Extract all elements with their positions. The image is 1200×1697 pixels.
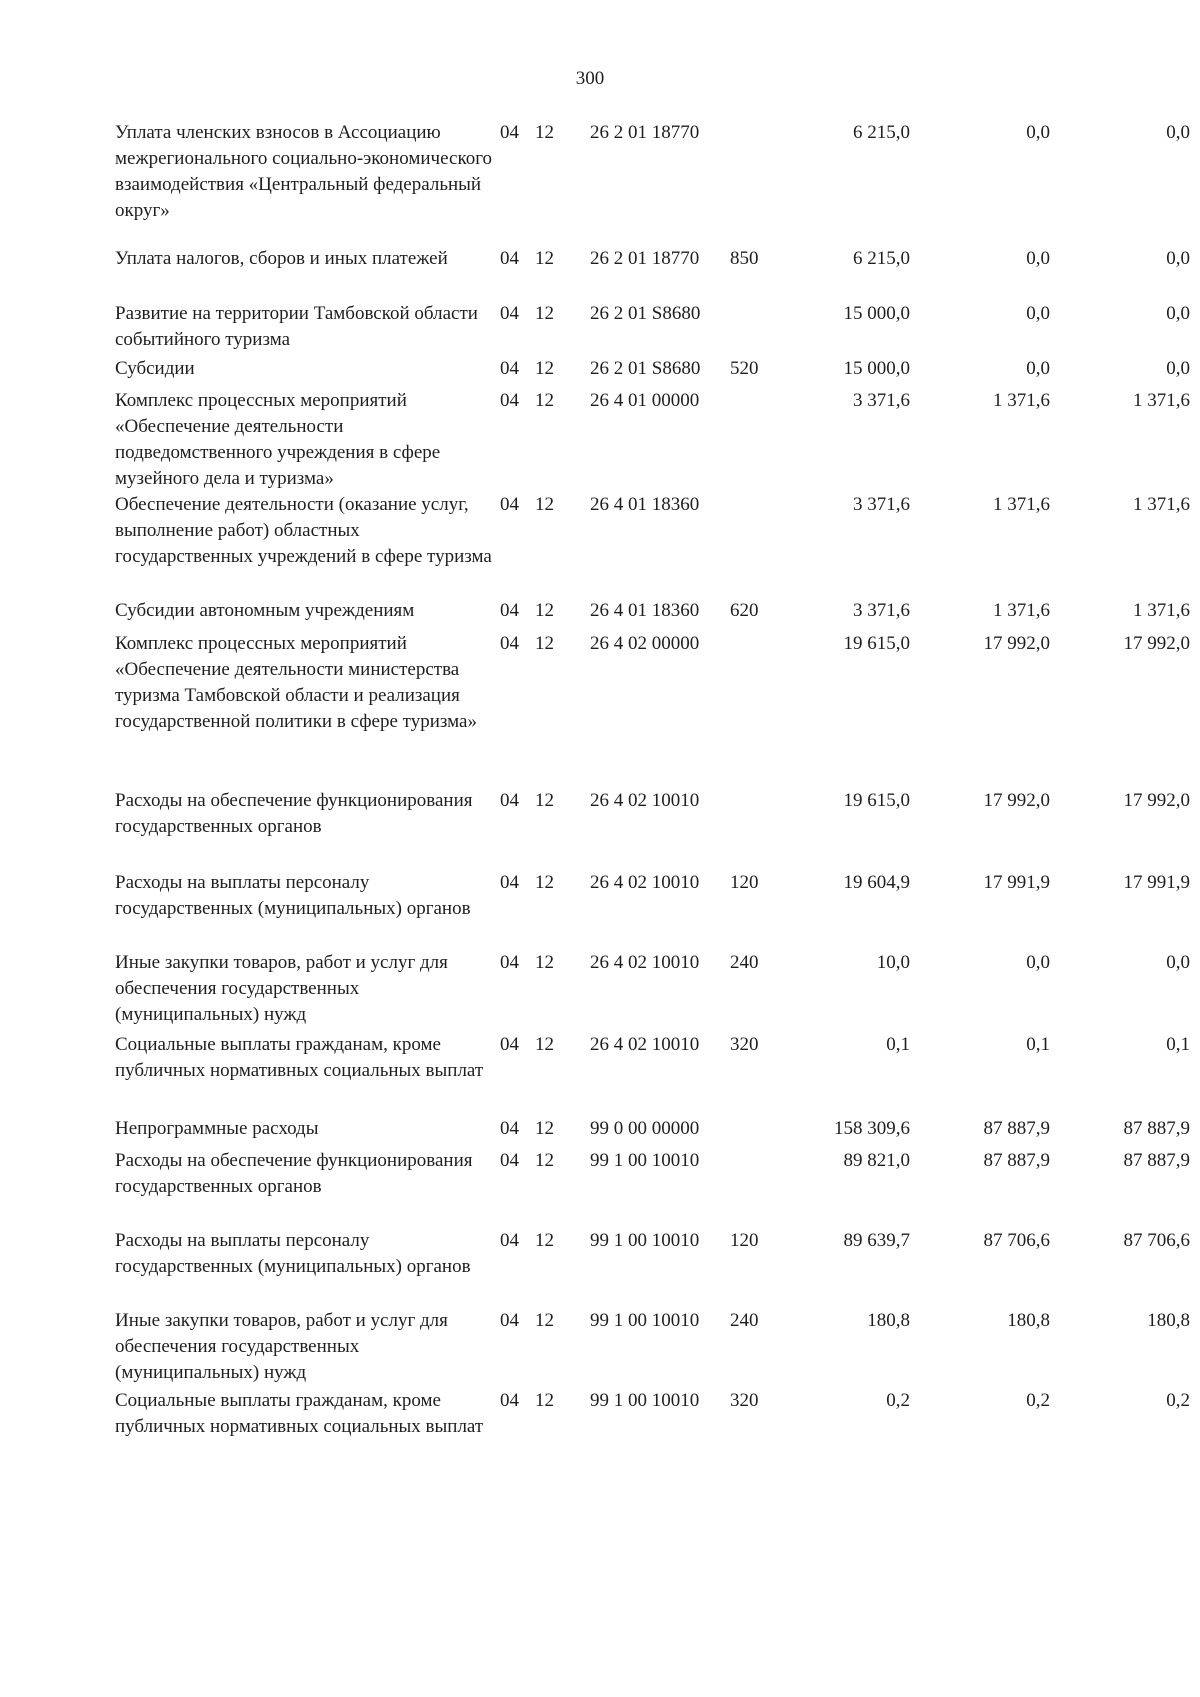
- row-value-2: 87 887,9: [983, 1150, 1050, 1171]
- row-subsection: 12: [535, 872, 554, 893]
- row-value-2: 87 706,6: [983, 1230, 1050, 1251]
- row-target-code: 26 2 01 18770: [590, 122, 700, 143]
- row-section: 04: [500, 600, 519, 621]
- row-value-2: 1 371,6: [993, 494, 1050, 515]
- row-value-3: 0,0: [1166, 248, 1190, 269]
- row-value-3: 1 371,6: [1133, 390, 1190, 411]
- row-name: Расходы на обеспечение функционирования государственных органов: [115, 790, 473, 837]
- row-target-code: 26 2 01 18770: [590, 248, 700, 269]
- row-section: 04: [500, 494, 519, 515]
- table-row: [0, 388, 1200, 492]
- row-target-code: 26 4 02 10010: [590, 1034, 700, 1055]
- row-name: Социальные выплаты гражданам, кроме публичных нормативных социальных выплат: [115, 1390, 484, 1437]
- row-target-code: 26 4 01 00000: [590, 390, 700, 411]
- row-value-2: 17 992,0: [983, 633, 1050, 654]
- table-row: [0, 1116, 1200, 1148]
- row-section: 04: [500, 122, 519, 143]
- row-name: Субсидии: [115, 358, 195, 379]
- row-expense-code: 120: [730, 872, 759, 893]
- row-target-code: 26 4 02 10010: [590, 790, 700, 811]
- row-section: 04: [500, 358, 519, 379]
- row-name: Комплекс процессных мероприятий «Обеспечение деятельности министерства туризма Тамбовской области и реализация государственной политики в сфере туризма»: [115, 633, 477, 732]
- row-value-3: 0,0: [1166, 303, 1190, 324]
- table-row: [0, 631, 1200, 788]
- row-value-2: 180,8: [1007, 1310, 1050, 1331]
- row-subsection: 12: [535, 1390, 554, 1411]
- row-value-1: 6 215,0: [853, 248, 910, 269]
- table-row: [0, 870, 1200, 950]
- row-subsection: 12: [535, 600, 554, 621]
- row-value-3: 17 992,0: [1123, 790, 1190, 811]
- table-row: [0, 356, 1200, 388]
- row-subsection: 12: [535, 1034, 554, 1055]
- row-value-1: 19 615,0: [843, 633, 910, 654]
- row-value-2: 0,0: [1026, 952, 1050, 973]
- row-target-code: 99 0 00 00000: [590, 1118, 700, 1139]
- table-row: [0, 598, 1200, 631]
- row-name: Непрограммные расходы: [115, 1118, 319, 1139]
- table-row: [0, 1308, 1200, 1388]
- row-value-2: 17 991,9: [983, 872, 1050, 893]
- row-name: Расходы на обеспечение функционирования государственных органов: [115, 1150, 473, 1197]
- row-section: 04: [500, 1230, 519, 1251]
- row-value-3: 87 887,9: [1123, 1150, 1190, 1171]
- row-subsection: 12: [535, 1230, 554, 1251]
- row-name: Субсидии автономным учреждениям: [115, 600, 415, 621]
- row-value-2: 0,2: [1026, 1390, 1050, 1411]
- row-value-1: 6 215,0: [853, 122, 910, 143]
- row-section: 04: [500, 390, 519, 411]
- row-value-1: 15 000,0: [843, 303, 910, 324]
- row-expense-code: 320: [730, 1034, 759, 1055]
- row-subsection: 12: [535, 303, 554, 324]
- row-subsection: 12: [535, 248, 554, 269]
- row-target-code: 26 4 01 18360: [590, 494, 700, 515]
- row-section: 04: [500, 790, 519, 811]
- row-value-3: 0,0: [1166, 358, 1190, 379]
- row-target-code: 99 1 00 10010: [590, 1230, 700, 1251]
- row-value-2: 0,1: [1026, 1034, 1050, 1055]
- row-expense-code: 520: [730, 358, 759, 379]
- row-expense-code: 320: [730, 1390, 759, 1411]
- row-value-1: 0,2: [886, 1390, 910, 1411]
- row-subsection: 12: [535, 358, 554, 379]
- row-section: 04: [500, 1150, 519, 1171]
- table-row: [0, 1032, 1200, 1116]
- row-target-code: 26 4 02 10010: [590, 952, 700, 973]
- row-value-3: 0,0: [1166, 952, 1190, 973]
- table-row: [0, 246, 1200, 301]
- table-row: [0, 950, 1200, 1032]
- row-subsection: 12: [535, 1118, 554, 1139]
- row-subsection: 12: [535, 122, 554, 143]
- row-subsection: 12: [535, 494, 554, 515]
- row-value-1: 180,8: [867, 1310, 910, 1331]
- row-target-code: 99 1 00 10010: [590, 1390, 700, 1411]
- row-subsection: 12: [535, 1150, 554, 1171]
- row-name: Иные закупки товаров, работ и услуг для обеспечения государственных (муниципальных) нужд: [115, 1310, 448, 1383]
- row-value-1: 89 821,0: [843, 1150, 910, 1171]
- row-value-1: 3 371,6: [853, 494, 910, 515]
- table-row: [0, 1228, 1200, 1308]
- row-value-2: 1 371,6: [993, 390, 1050, 411]
- row-value-1: 89 639,7: [843, 1230, 910, 1251]
- row-section: 04: [500, 1390, 519, 1411]
- row-expense-code: 120: [730, 1230, 759, 1251]
- row-name: Развитие на территории Тамбовской области событийного туризма: [115, 303, 478, 350]
- row-value-3: 1 371,6: [1133, 494, 1190, 515]
- row-section: 04: [500, 1118, 519, 1139]
- row-name: Уплата налогов, сборов и иных платежей: [115, 248, 448, 269]
- row-name: Иные закупки товаров, работ и услуг для обеспечения государственных (муниципальных) нужд: [115, 952, 448, 1025]
- row-name: Уплата членских взносов в Ассоциацию межрегионального социально-экономического взаимодействия «Центральный федеральный округ»: [115, 122, 493, 221]
- row-subsection: 12: [535, 1310, 554, 1331]
- row-value-2: 0,0: [1026, 358, 1050, 379]
- row-target-code: 26 4 02 10010: [590, 872, 700, 893]
- table-row: [0, 301, 1200, 356]
- row-target-code: 26 4 01 18360: [590, 600, 700, 621]
- row-section: 04: [500, 633, 519, 654]
- row-value-3: 1 371,6: [1133, 600, 1190, 621]
- row-subsection: 12: [535, 952, 554, 973]
- row-value-3: 17 991,9: [1123, 872, 1190, 893]
- row-value-1: 19 604,9: [843, 872, 910, 893]
- row-name: Обеспечение деятельности (оказание услуг, выполнение работ) областных государственных учреждений в сфере туризма: [115, 494, 492, 567]
- row-section: 04: [500, 303, 519, 324]
- row-value-1: 15 000,0: [843, 358, 910, 379]
- row-value-2: 0,0: [1026, 122, 1050, 143]
- row-section: 04: [500, 872, 519, 893]
- row-subsection: 12: [535, 390, 554, 411]
- row-name: Социальные выплаты гражданам, кроме публичных нормативных социальных выплат: [115, 1034, 484, 1081]
- row-value-3: 87 887,9: [1123, 1118, 1190, 1139]
- row-value-2: 0,0: [1026, 248, 1050, 269]
- row-subsection: 12: [535, 790, 554, 811]
- row-section: 04: [500, 248, 519, 269]
- row-value-2: 87 887,9: [983, 1118, 1050, 1139]
- row-name: Расходы на выплаты персоналу государственных (муниципальных) органов: [115, 872, 471, 919]
- row-name: Комплекс процессных мероприятий «Обеспечение деятельности подведомственного учреждения в сфере музейного дела и туризма»: [115, 390, 441, 489]
- row-value-3: 87 706,6: [1123, 1230, 1190, 1251]
- row-value-3: 0,0: [1166, 122, 1190, 143]
- row-value-1: 10,0: [876, 952, 910, 973]
- table-row: [0, 1388, 1200, 1468]
- budget-table: [0, 120, 1200, 1468]
- row-target-code: 26 4 02 00000: [590, 633, 700, 654]
- table-row: [0, 1148, 1200, 1228]
- row-value-1: 158 309,6: [834, 1118, 910, 1139]
- row-target-code: 26 2 01 S8680: [590, 358, 701, 379]
- row-value-3: 0,2: [1166, 1390, 1190, 1411]
- row-value-1: 3 371,6: [853, 600, 910, 621]
- row-value-2: 0,0: [1026, 303, 1050, 324]
- row-expense-code: 850: [730, 248, 759, 269]
- row-expense-code: 620: [730, 600, 759, 621]
- row-target-code: 99 1 00 10010: [590, 1150, 700, 1171]
- page-number: 300: [575, 68, 605, 89]
- table-row: [0, 492, 1200, 598]
- row-expense-code: 240: [730, 952, 759, 973]
- row-value-1: 19 615,0: [843, 790, 910, 811]
- row-name: Расходы на выплаты персоналу государственных (муниципальных) органов: [115, 1230, 471, 1277]
- row-value-3: 17 992,0: [1123, 633, 1190, 654]
- table-row: [0, 788, 1200, 870]
- row-value-2: 1 371,6: [993, 600, 1050, 621]
- row-target-code: 26 2 01 S8680: [590, 303, 701, 324]
- row-section: 04: [500, 1034, 519, 1055]
- row-expense-code: 240: [730, 1310, 759, 1331]
- row-value-3: 180,8: [1147, 1310, 1190, 1331]
- row-subsection: 12: [535, 633, 554, 654]
- row-target-code: 99 1 00 10010: [590, 1310, 700, 1331]
- row-value-1: 3 371,6: [853, 390, 910, 411]
- row-value-3: 0,1: [1166, 1034, 1190, 1055]
- row-section: 04: [500, 952, 519, 973]
- row-section: 04: [500, 1310, 519, 1331]
- row-value-2: 17 992,0: [983, 790, 1050, 811]
- table-row: [0, 120, 1200, 246]
- row-value-1: 0,1: [886, 1034, 910, 1055]
